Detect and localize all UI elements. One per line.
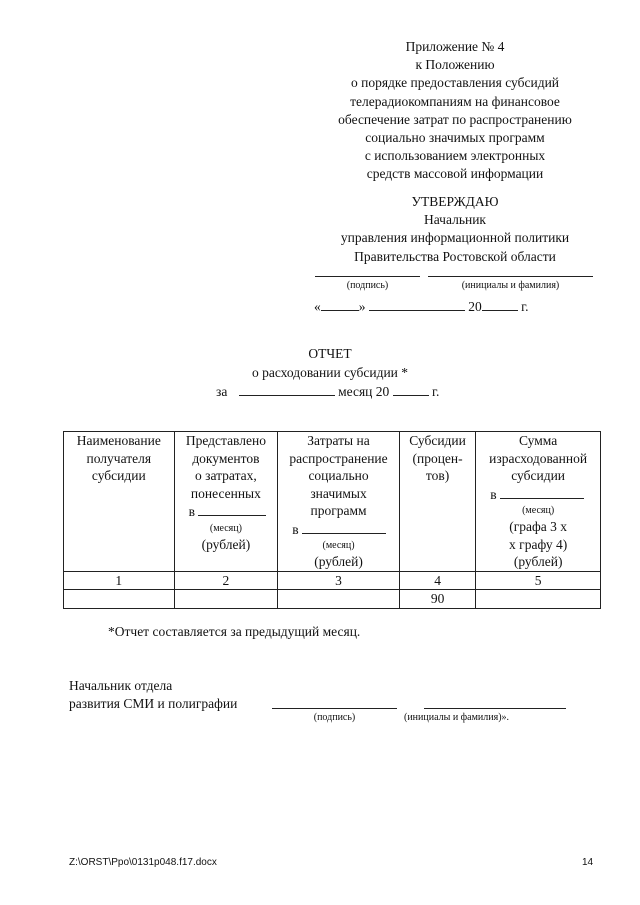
approval-name-line [428, 276, 593, 277]
approval-title: УТВЕРЖДАЮ [411, 194, 499, 209]
column-number: 5 [476, 571, 601, 590]
approval-line: Правительства Ростовской области [354, 248, 556, 264]
appendix-line: социально значимых программ [365, 130, 545, 146]
table-cell: 90 [399, 590, 475, 609]
approval-signature-line [315, 276, 420, 277]
approval-signature-caption: (подпись) [346, 280, 389, 291]
period-prefix: за [216, 384, 228, 399]
column-number: 1 [64, 571, 175, 590]
signoff-name-caption: (инициалы и фамилия)». [404, 712, 510, 723]
table-header-row [64, 432, 601, 572]
table-row [64, 590, 601, 609]
month-blank [198, 502, 266, 516]
year-suffix: г. [521, 299, 529, 314]
signoff-signature-caption: (подпись) [313, 712, 356, 723]
period-month: месяц 20 [338, 384, 390, 399]
day-blank [321, 297, 359, 311]
table-cell [476, 590, 601, 609]
header-spent-amount: Сумма израсходованной субсидии в (месяц) (графа 3 х х графу 4) (рублей) [476, 432, 601, 572]
footnote: *Отчет составляется за предыдущий месяц. [108, 624, 361, 639]
signoff-line: развития СМИ и полиграфии [69, 696, 238, 711]
header-subsidy-percent: Субсидии (процен- тов) [399, 432, 475, 572]
header-recipient: Наименование получателя субсидии [64, 432, 175, 572]
month-blank [500, 485, 584, 499]
approval-line: управления информационной политики [340, 230, 570, 246]
month-blank [302, 520, 386, 534]
approval-line: Начальник [423, 212, 486, 228]
month-blank [369, 297, 465, 311]
table-cell [64, 590, 175, 609]
year-prefix: 20 [468, 299, 482, 314]
year-blank [482, 297, 518, 311]
approval-name-caption: (инициалы и фамилия) [461, 280, 560, 291]
appendix-line: с использованием электронных [364, 148, 546, 164]
column-number: 3 [278, 571, 400, 590]
header-costs: Затраты на распространение социально значимых программ в (месяц) (рублей) [278, 432, 400, 572]
table-cell [174, 590, 278, 609]
table-cell [278, 590, 400, 609]
date-open-quote: « [314, 299, 321, 314]
signoff-signature-line [272, 708, 397, 709]
signoff-name-line [424, 708, 566, 709]
appendix-line: о порядке предоставления субсидий [350, 75, 560, 91]
signoff-line: Начальник отдела [69, 678, 173, 693]
report-subtitle: о расходовании субсидии * [251, 364, 409, 380]
approval-date [314, 297, 529, 315]
column-number: 4 [399, 571, 475, 590]
approval-block [300, 193, 610, 266]
appendix-line: средств массовой информации [366, 166, 544, 182]
appendix-line: телерадиокомпаниям на финансовое [350, 93, 560, 109]
table-row [64, 571, 601, 590]
period-year-blank [393, 382, 429, 396]
appendix-header [300, 38, 610, 184]
report-heading [200, 345, 460, 382]
header-documents: Представлено документов о затратах, понесенных в (месяц) (рублей) [174, 432, 278, 572]
appendix-line: к Положению [415, 57, 495, 73]
date-close-quote: » [358, 299, 366, 314]
appendix-line: обеспечение затрат по распространению [338, 111, 572, 127]
page-number: 14 [582, 857, 594, 868]
file-path: Z:\ORST\Ppo\0131p048.f17.docx [69, 857, 217, 868]
report-title: ОТЧЕТ [308, 346, 352, 361]
column-number: 2 [174, 571, 278, 590]
period-suffix: г. [432, 384, 440, 399]
period-month-blank [239, 382, 335, 396]
appendix-line: Приложение № 4 [405, 39, 505, 54]
signoff-block [69, 677, 237, 713]
report-table [63, 431, 601, 609]
report-period [216, 382, 439, 400]
